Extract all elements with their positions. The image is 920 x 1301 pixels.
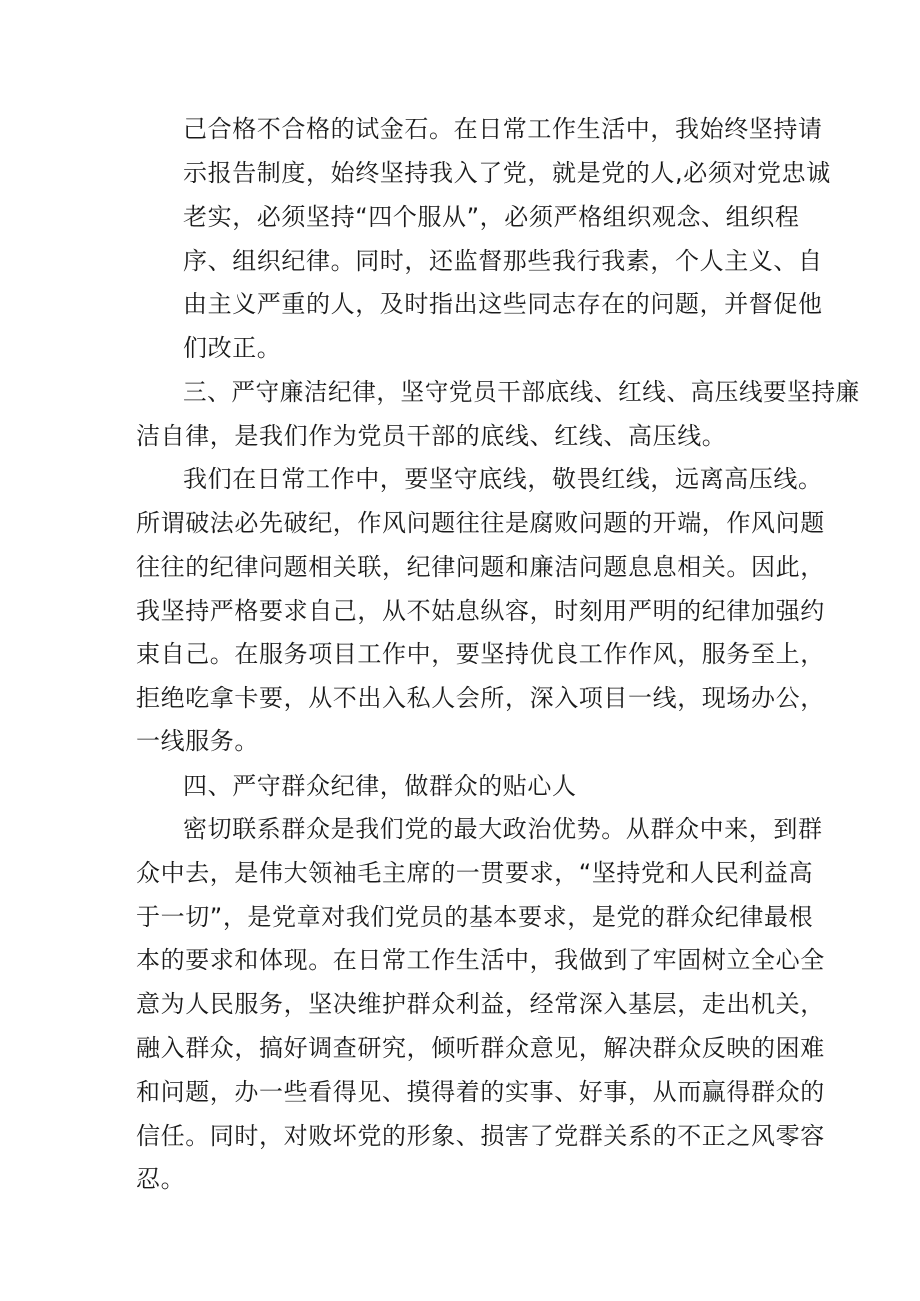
text-line: 意为人民服务，坚决维护群众利益，经常深入基层，走出机关，	[136, 990, 825, 1018]
text-line: 我们在日常工作中，要坚守底线，敬畏红线，远离高压线。	[183, 465, 823, 493]
text-line: 由主义严重的人，及时指出这些同志存在的问题，并督促他	[183, 290, 823, 318]
text-line: 密切联系群众是我们党的最大政治优势。从群众中来，到群	[183, 815, 823, 843]
text-line: 信任。同时，对败坏党的形象、损害了党群关系的不正之风零容	[136, 1122, 825, 1150]
text-line: 忍。	[136, 1165, 186, 1193]
text-line: 往往的纪律问题相关联，纪律问题和廉洁问题息息相关。因此，	[136, 553, 825, 581]
section-heading: 三、严守廉洁纪律，坚守党员干部底线、红线、高压线要坚持廉	[183, 378, 860, 406]
text-line: 束自己。在服务项目工作中，要坚持优良工作作风，服务至上，	[136, 640, 825, 668]
text-line: 本的要求和体现。在日常工作生活中，我做到了牢固树立全心全	[136, 946, 825, 974]
text-line: 老实，必须坚持“四个服从”，必须严格组织观念、组织程	[183, 203, 800, 231]
text-line: 洁自律，是我们作为党员干部的底线、红线、高压线。	[136, 422, 727, 450]
text-line: 们改正。	[183, 334, 282, 362]
text-line: 序、组织纪律。同时，还监督那些我行我素，个人主义、自	[183, 247, 823, 275]
text-line: 一线服务。	[136, 727, 259, 755]
text-line: 示报告制度，始终坚持我入了党，就是党的人,必须对党忠诚	[183, 159, 831, 187]
text-line: 融入群众，搞好调查研究，倾听群众意见，解决群众反映的困难	[136, 1034, 825, 1062]
text-line: 己合格不合格的试金石。在日常工作生活中，我始终坚持请	[183, 115, 823, 143]
section-heading: 四、严守群众纪律，做群众的贴心人	[183, 772, 577, 800]
text-line: 所谓破法必先破纪，作风问题往往是腐败问题的开端，作风问题	[136, 509, 825, 537]
text-line: 众中去，是伟大领袖毛主席的一贯要求，“坚持党和人民利益高	[136, 859, 814, 887]
text-line: 我坚持严格要求自己，从不姑息纵容，时刻用严明的纪律加强约	[136, 597, 825, 625]
text-line: 和问题，办一些看得见、摸得着的实事、好事，从而赢得群众的	[136, 1078, 825, 1106]
text-line: 于一切”，是党章对我们党员的基本要求，是党的群众纪律最根	[136, 903, 814, 931]
text-line: 拒绝吃拿卡要，从不出入私人会所，深入项目一线，现场办公，	[136, 684, 825, 712]
